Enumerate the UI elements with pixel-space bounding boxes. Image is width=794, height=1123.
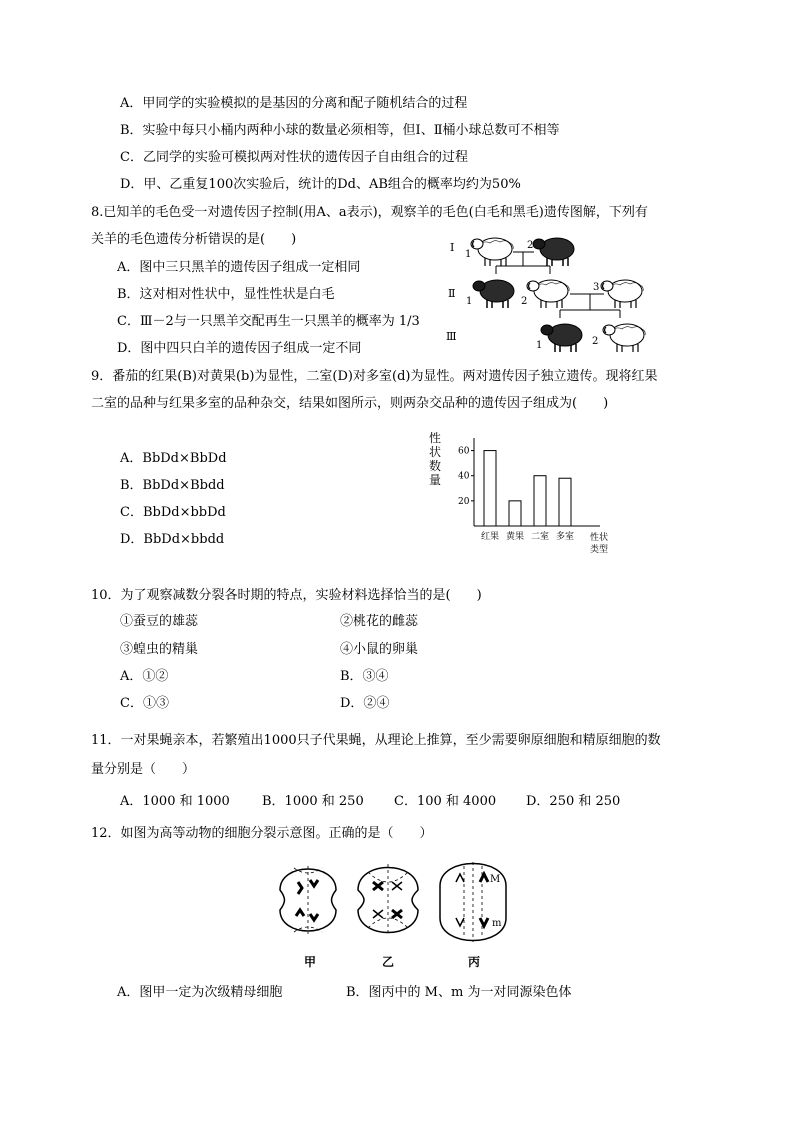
gen-label-1: Ⅰ [450, 241, 455, 254]
sheep-pedigree-diagram [440, 228, 665, 360]
chart-bar [509, 501, 521, 526]
ped-num: 1 [465, 249, 472, 260]
sheep-black-icon [533, 238, 574, 266]
ped-num: 1 [466, 296, 473, 307]
q8-option-d: D．图中四只白羊的遗传因子组成一定不同 [117, 341, 362, 356]
chart-ytick-label: 60 [458, 446, 470, 457]
q11-stem-line2: 量分别是（ ） [91, 762, 196, 777]
chart-category-label: 二室 [530, 532, 550, 542]
sheep-white-icon [603, 324, 645, 352]
ped-num: 1 [536, 340, 543, 351]
q10-option-c: C．①③ [120, 696, 169, 711]
sheep-white-icon [471, 238, 513, 266]
q8-option-c: C．Ⅲ－2与一只黑羊交配再生一只黑羊的概率为 1/3 [117, 314, 420, 329]
q8-stem-line2: 关羊的毛色遗传分析错误的是( ) [91, 232, 297, 247]
cell-label-jia: 甲 [304, 955, 317, 969]
q7-option-d: D．甲、乙重复100次实验后，统计的Dd、AB组合的概率均约为50% [120, 177, 521, 192]
sheep-white-icon [527, 280, 569, 308]
cell-yi [358, 864, 418, 936]
chart-category-label: 红果 [480, 532, 500, 542]
ped-num: 2 [527, 240, 534, 251]
ped-num: 2 [521, 296, 528, 307]
q9-option-d: D．BbDd×bbdd [120, 532, 225, 547]
q8-stem-line1: 8.已知羊的毛色受一对遗传因子控制(用A、a表示)，观察羊的毛色(白毛和黑毛)遗传图解，下列有 [91, 205, 648, 220]
chrom-label-m: m [492, 918, 502, 929]
q11-option-a: A．1000 和 1000 [120, 794, 230, 809]
q10-option-b: B．③④ [340, 669, 389, 684]
q11-option-b: B．1000 和 250 [262, 794, 364, 809]
chart-ylabel-char: 量 [429, 473, 442, 487]
q11-option-c: C．100 和 4000 [394, 794, 497, 809]
chart-bar [534, 476, 546, 526]
ped-num: 2 [592, 336, 599, 347]
q9-stem-line1: 9．番茄的红果(B)对黄果(b)为显性，二室(D)对多室(d)为显性。两对遗传因子独立遗传。现将红果 [91, 369, 658, 384]
cell-division-diagram [268, 852, 518, 972]
q9-bar-chart [424, 428, 616, 562]
q12-stem: 12．如图为高等动物的细胞分裂示意图。正确的是（ ） [91, 826, 433, 841]
cell-label-bing: 丙 [468, 955, 481, 969]
chart-xlabel-line1: 性状 [590, 533, 609, 543]
chart-ylabel-char: 性 [429, 431, 442, 445]
q9-option-a: A．BbDd×BbDd [120, 451, 227, 466]
q9-option-c: C．BbDd×bbDd [120, 505, 226, 520]
chart-bar [484, 451, 496, 526]
chart-category-label: 多室 [555, 532, 575, 542]
sheep-black-icon [473, 280, 514, 308]
q8-option-b: B．这对相对性状中，显性性状是白毛 [117, 287, 335, 302]
q10-item-2: ②桃花的雌蕊 [340, 614, 419, 629]
chart-ylabel [429, 430, 441, 487]
q10-item-4: ④小鼠的卵巢 [340, 642, 419, 657]
q10-item-3: ③蝗虫的精巢 [120, 642, 199, 657]
q10-option-d: D．②④ [340, 696, 390, 711]
chart-ylabel-char: 数 [429, 459, 442, 473]
chart-category-label: 黄果 [505, 532, 525, 542]
q7-option-c: C．乙同学的实验可模拟两对性状的遗传因子自由组合的过程 [120, 150, 468, 165]
sheep-white-icon [601, 280, 643, 308]
gen-label-2: Ⅱ [448, 287, 456, 300]
q7-option-b: B．实验中每只小桶内两种小球的数量必须相等，但Ⅰ、Ⅱ桶小球总数可不相等 [120, 123, 560, 138]
cell-jia [280, 866, 336, 934]
sheep-black-icon [541, 324, 582, 352]
q9-option-b: B．BbDd×Bbdd [120, 478, 225, 493]
q8-option-a: A．图中三只黑羊的遗传因子组成一定相同 [117, 260, 361, 275]
chrom-label-M: M [490, 874, 501, 885]
q7-option-a: A．甲同学的实验模拟的是基因的分离和配子随机结合的过程 [120, 96, 468, 111]
q10-option-a: A．①② [120, 669, 169, 684]
q11-stem-line1: 11．一对果蝇亲本，若繁殖出1000只子代果蝇，从理论上推算，至少需要卵原细胞和精原细胞的数 [91, 733, 661, 748]
chart-ytick-label: 40 [458, 471, 470, 482]
cell-label-yi: 乙 [382, 955, 395, 969]
chart-ytick-label: 20 [458, 496, 470, 507]
q12-option-b: B．图丙中的 M、m 为一对同源染色体 [346, 985, 572, 1000]
cell-bing [440, 862, 506, 942]
q10-stem: 10．为了观察减数分裂各时期的特点，实验材料选择恰当的是( ) [91, 588, 482, 603]
chart-xlabel-line2: 类型 [590, 545, 609, 555]
q12-option-a: A．图甲一定为次级精母细胞 [117, 985, 283, 1000]
q9-stem-line2: 二室的品种与红果多室的品种杂交，结果如图所示，则两杂交品种的遗传因子组成为( ) [91, 396, 609, 411]
q10-item-1: ①蚕豆的雄蕊 [120, 614, 199, 629]
q11-option-d: D．250 和 250 [526, 794, 621, 809]
chart-ylabel-char: 状 [429, 445, 442, 459]
chart-bar [559, 478, 571, 526]
ped-num: 3 [593, 282, 600, 293]
gen-label-3: Ⅲ [446, 330, 457, 343]
